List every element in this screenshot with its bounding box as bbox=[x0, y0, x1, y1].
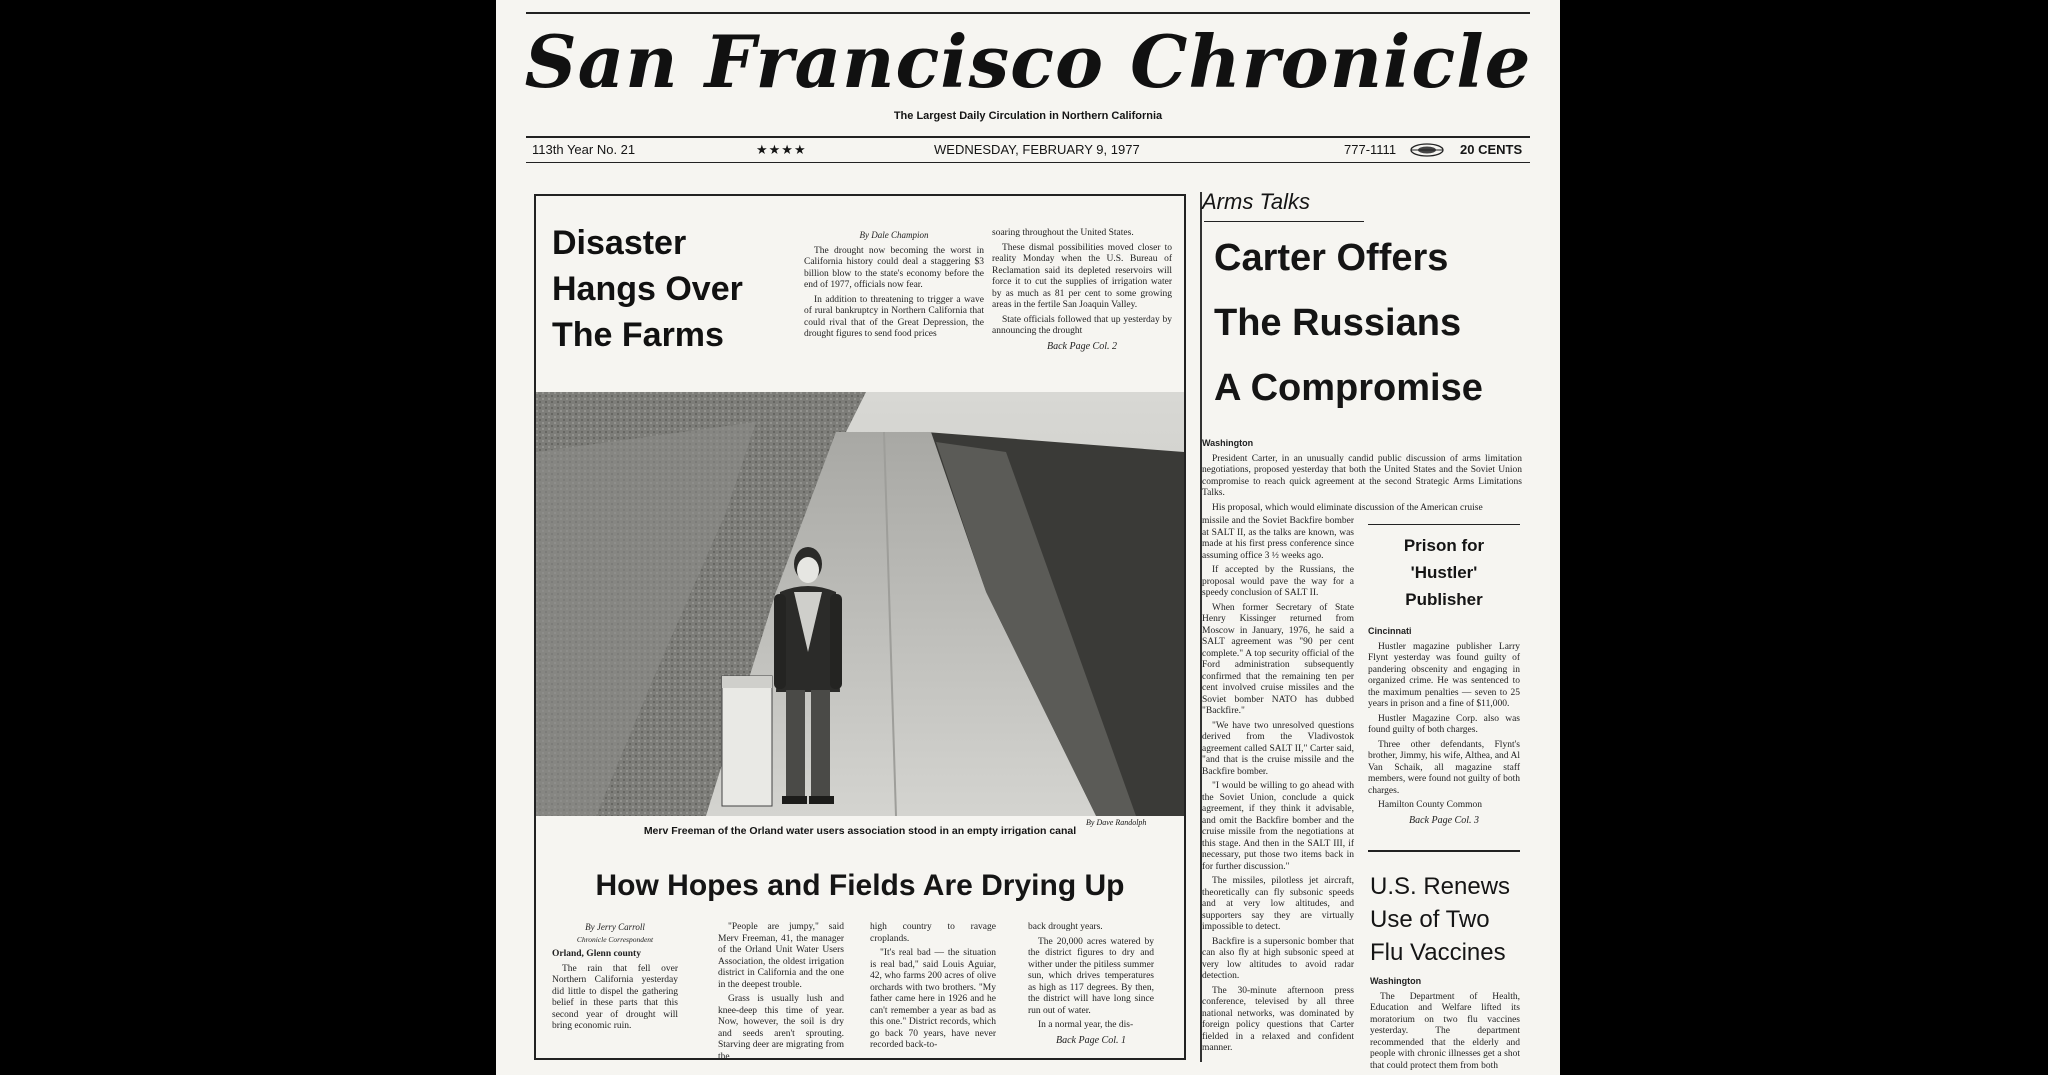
lead-paragraph: soaring throughout the United States. bbox=[992, 228, 1134, 238]
flu-headline-line: Use of Two bbox=[1370, 906, 1490, 933]
second-column-4 bbox=[1028, 922, 1154, 1046]
second-byline: By Jerry Carroll bbox=[585, 922, 645, 932]
arms-paragraph: His proposal, which would eliminate discussion of the American cruise bbox=[1212, 502, 1483, 513]
folio-rule-bottom bbox=[526, 162, 1530, 163]
arms-lead bbox=[1202, 438, 1522, 517]
second-paragraph: In a normal year, the dis- bbox=[1038, 1020, 1134, 1030]
second-paragraph: "People are jumpy," said Merv Freeman, 41, the manager of the Orland Unit Water Users Association, the oldest irrigation district in California and the one in the deepest trouble. bbox=[718, 922, 844, 990]
flu-dateline: Washington bbox=[1370, 976, 1422, 986]
photo-credit: By Dave Randolph bbox=[1086, 818, 1147, 827]
flu-headline-line: U.S. Renews bbox=[1370, 873, 1511, 900]
second-headline: How Hopes and Fields Are Drying Up bbox=[595, 869, 1125, 902]
lead-paragraph: In addition to threatening to trigger a wave of rural bankruptcy in Northern California that could rival that of the Great Depression, the drought figures to send food prices bbox=[804, 294, 984, 339]
second-dateline: Orland, Glenn county bbox=[552, 949, 641, 959]
second-jump-line: Back Page Col. 1 bbox=[1056, 1034, 1126, 1046]
flynt-paragraph: Three other defendants, Flynt's brother, Jimmy, his wife, Althea, and Al Van Schaik, all magazine staff members, were found not guilty of both charges. bbox=[1368, 739, 1520, 796]
flu-paragraph: The Department of Health, Education and Welfare lifted its moratorium on two flu vaccines yesterday. The department recommended that the elderly and people with chronic illnesses get a shot that could protect them from both bbox=[1370, 991, 1520, 1071]
kicker-rule bbox=[1204, 221, 1364, 222]
lead-paragraph: These dismal possibilities moved closer to reality Monday when the U.S. Bureau of Reclamation said its depleted reservoirs will force it to cut the supplies of irrigation water by as much as 81 per cent to some growing areas in the fertile San Joaquin Valley. bbox=[992, 242, 1172, 310]
edition-stars: ★★★★ bbox=[756, 142, 807, 157]
arms-paragraph: Backfire is a supersonic bomber that can also fly at high subsonic speed at very low altitudes to avoid radar detection. bbox=[1202, 936, 1354, 981]
arms-headline-line: The Russians bbox=[1214, 302, 1462, 344]
lead-headline-line: Disaster bbox=[552, 224, 687, 262]
flynt-dateline: Cincinnati bbox=[1368, 626, 1412, 636]
lead-byline: By Dale Champion bbox=[859, 230, 929, 240]
flynt-paragraph: Hustler Magazine Corp. also was found guilty of both charges. bbox=[1368, 713, 1520, 735]
lead-headline-line: Hangs Over bbox=[552, 270, 743, 308]
arms-paragraph: missile and the Soviet Backfire bomber at SALT II, as the talks are known, was made at his first press conference since assuming office 3 ½ weeks ago. bbox=[1202, 516, 1354, 561]
flynt-headline bbox=[1368, 532, 1520, 613]
second-paragraph: high country to ravage croplands. bbox=[870, 922, 996, 944]
second-paragraph: The 20,000 acres watered by the district figures to dry and wither under the pitiless summer sun, which drives temperatures as high as 117 degrees. By then, the district will have long since run out of water. bbox=[1028, 936, 1154, 1016]
second-paragraph: "It's real bad — the situation is real bad," said Louis Aguiar, 42, who farms 200 acres of olive orchards with two brothers. "My father came here in 1926 and he can't remember a year as bad as this one." District records, which go back 70 years, have never recorded back-to- bbox=[870, 948, 996, 1050]
emblem-icon bbox=[1410, 143, 1444, 157]
flynt-paragraph: Hamilton County Common bbox=[1378, 800, 1482, 810]
lead-jump-line: Back Page Col. 2 bbox=[1047, 340, 1117, 352]
flynt-jump-line: Back Page Col. 3 bbox=[1409, 814, 1479, 826]
flynt-paragraph: Hustler magazine publisher Larry Flynt yesterday was found guilty of pandering obscenity and engaging in organized crime. He was sentenced to the maximum penalties — seven to 25 years in prison and a fine of $11,000. bbox=[1368, 641, 1520, 709]
arms-headline-line: Carter Offers bbox=[1214, 237, 1449, 279]
flynt-headline-line: 'Hustler' bbox=[1410, 563, 1478, 582]
canal-photo-illustration bbox=[536, 392, 1184, 816]
folio-rule-top bbox=[526, 136, 1530, 138]
lead-paragraph: The drought now becoming the worst in California history could deal a staggering $3 billion blow to the state's economy before the end of 1977, officials now fear. bbox=[804, 245, 984, 290]
lead-column-1 bbox=[804, 230, 984, 344]
arms-paragraph: When former Secretary of State Henry Kissinger returned from Moscow in January, 1976, he said a SALT agreement was "90 per cent complete." A top security official of the Ford administration subsequently confirmed that the remaining ten per cent involved cruise missiles and the Soviet bomber NATO has dubbed "Backfire." bbox=[1202, 602, 1354, 716]
arms-kicker: Arms Talks bbox=[1202, 189, 1310, 214]
flu-column bbox=[1370, 976, 1520, 1075]
arms-paragraph: "I would be willing to go ahead with the Soviet Union, conclude a quick agreement, if they think it advisable, and omit the Backfire bomber and the cruise missile from the negotiations at this stage. And then in the SALT III, if necessary, put those two items back in for further discussion." bbox=[1202, 781, 1354, 872]
lead-headline-line: The Farms bbox=[552, 316, 724, 354]
flu-headline-line: Flu Vaccines bbox=[1370, 939, 1506, 966]
top-strip bbox=[526, 0, 1530, 8]
second-column-1 bbox=[552, 922, 678, 1036]
issue-date: WEDNESDAY, FEBRUARY 9, 1977 bbox=[934, 142, 1140, 157]
phone-number: 777-1111 bbox=[1344, 142, 1397, 157]
masthead-tagline: The Largest Daily Circulation in Northern California bbox=[893, 110, 1163, 122]
arms-dateline: Washington bbox=[1202, 438, 1254, 448]
lead-column-2 bbox=[992, 228, 1172, 352]
flynt-column bbox=[1368, 626, 1520, 826]
arms-paragraph: "We have two unresolved questions derived from the Vladivostok agreement called SALT II," Carter said, "and that is the cruise missile and the Backfire bomber. bbox=[1202, 720, 1354, 777]
arms-paragraph: If accepted by the Russians, the proposal would pave the way for a speedy conclusion of SALT II. bbox=[1202, 565, 1354, 598]
second-byline-role: Chronicle Correspondent bbox=[576, 934, 654, 944]
second-column-3 bbox=[870, 922, 996, 1055]
flynt-headline-line: Publisher bbox=[1405, 590, 1483, 609]
second-paragraph: Grass is usually lush and knee-deep this time of year. Now, however, the soil is dry and seeds aren't sprouting. Starving deer are migrating from the bbox=[718, 994, 844, 1062]
lead-headline bbox=[552, 220, 812, 358]
second-column-2 bbox=[718, 922, 844, 1066]
flu-headline bbox=[1370, 870, 1522, 969]
flynt-rule-bottom bbox=[1368, 850, 1520, 852]
canal-photo bbox=[536, 392, 1184, 816]
arms-paragraph: President Carter, in an unusually candid public discussion of arms limitation negotiations, proposed yesterday that both the United States and the Soviet Union compromise to reach quick agreement at the second Strategic Arms Limitations Talks. bbox=[1202, 453, 1522, 498]
photo-caption: Merv Freeman of the Orland water users association stood in an empty irrigation canal bbox=[643, 825, 1077, 837]
edition-number: 113th Year No. 21 bbox=[532, 142, 636, 157]
newspaper-page bbox=[496, 0, 1560, 1075]
masthead-title: San Francisco Chronicle bbox=[524, 19, 1532, 104]
lead-paragraph: State officials followed that up yesterday by announcing the drought bbox=[992, 314, 1172, 336]
flynt-headline-line: Prison for bbox=[1403, 536, 1485, 555]
top-rule bbox=[526, 12, 1530, 14]
flynt-rule-top bbox=[1368, 524, 1520, 525]
second-paragraph: The rain that fell over Northern California yesterday did little to dispel the gathering belief in these parts that this second year of drought will bring economic ruin. bbox=[552, 963, 678, 1031]
second-paragraph: back drought years. bbox=[1028, 922, 1103, 932]
arms-column bbox=[1202, 516, 1354, 1058]
arms-headline bbox=[1214, 226, 1483, 421]
price: 20 CENTS bbox=[1460, 142, 1523, 157]
arms-headline-line: A Compromise bbox=[1214, 367, 1483, 409]
arms-paragraph: The missiles, pilotless jet aircraft, theoretically can fly subsonic speeds and at very low altitudes, and supporters say they are virtually impossible to detect. bbox=[1202, 876, 1354, 932]
arms-paragraph: The 30-minute afternoon press conference, televised by all three national networks, was dominated by foreign policy questions that Carter fielded in a relaxed and confident manner. bbox=[1202, 985, 1354, 1053]
